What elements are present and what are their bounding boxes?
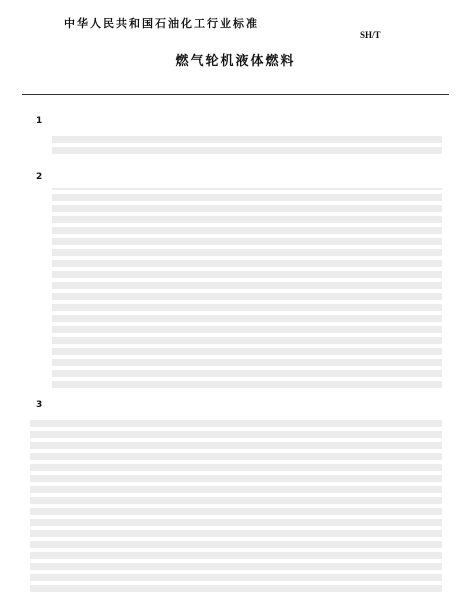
unread-text-block [52,188,442,388]
header-divider [22,94,449,95]
section-heading: 2 [36,172,43,182]
standard-code: SH/T [360,30,381,40]
section-heading: 1 [36,116,43,126]
unread-table-block [30,416,442,592]
standard-title: 中华人民共和国石油化工行业标准 [64,17,259,30]
section-heading: 3 [36,400,43,410]
document-title: 燃气轮机液体燃料 [175,54,296,69]
unread-text-block [52,132,442,154]
